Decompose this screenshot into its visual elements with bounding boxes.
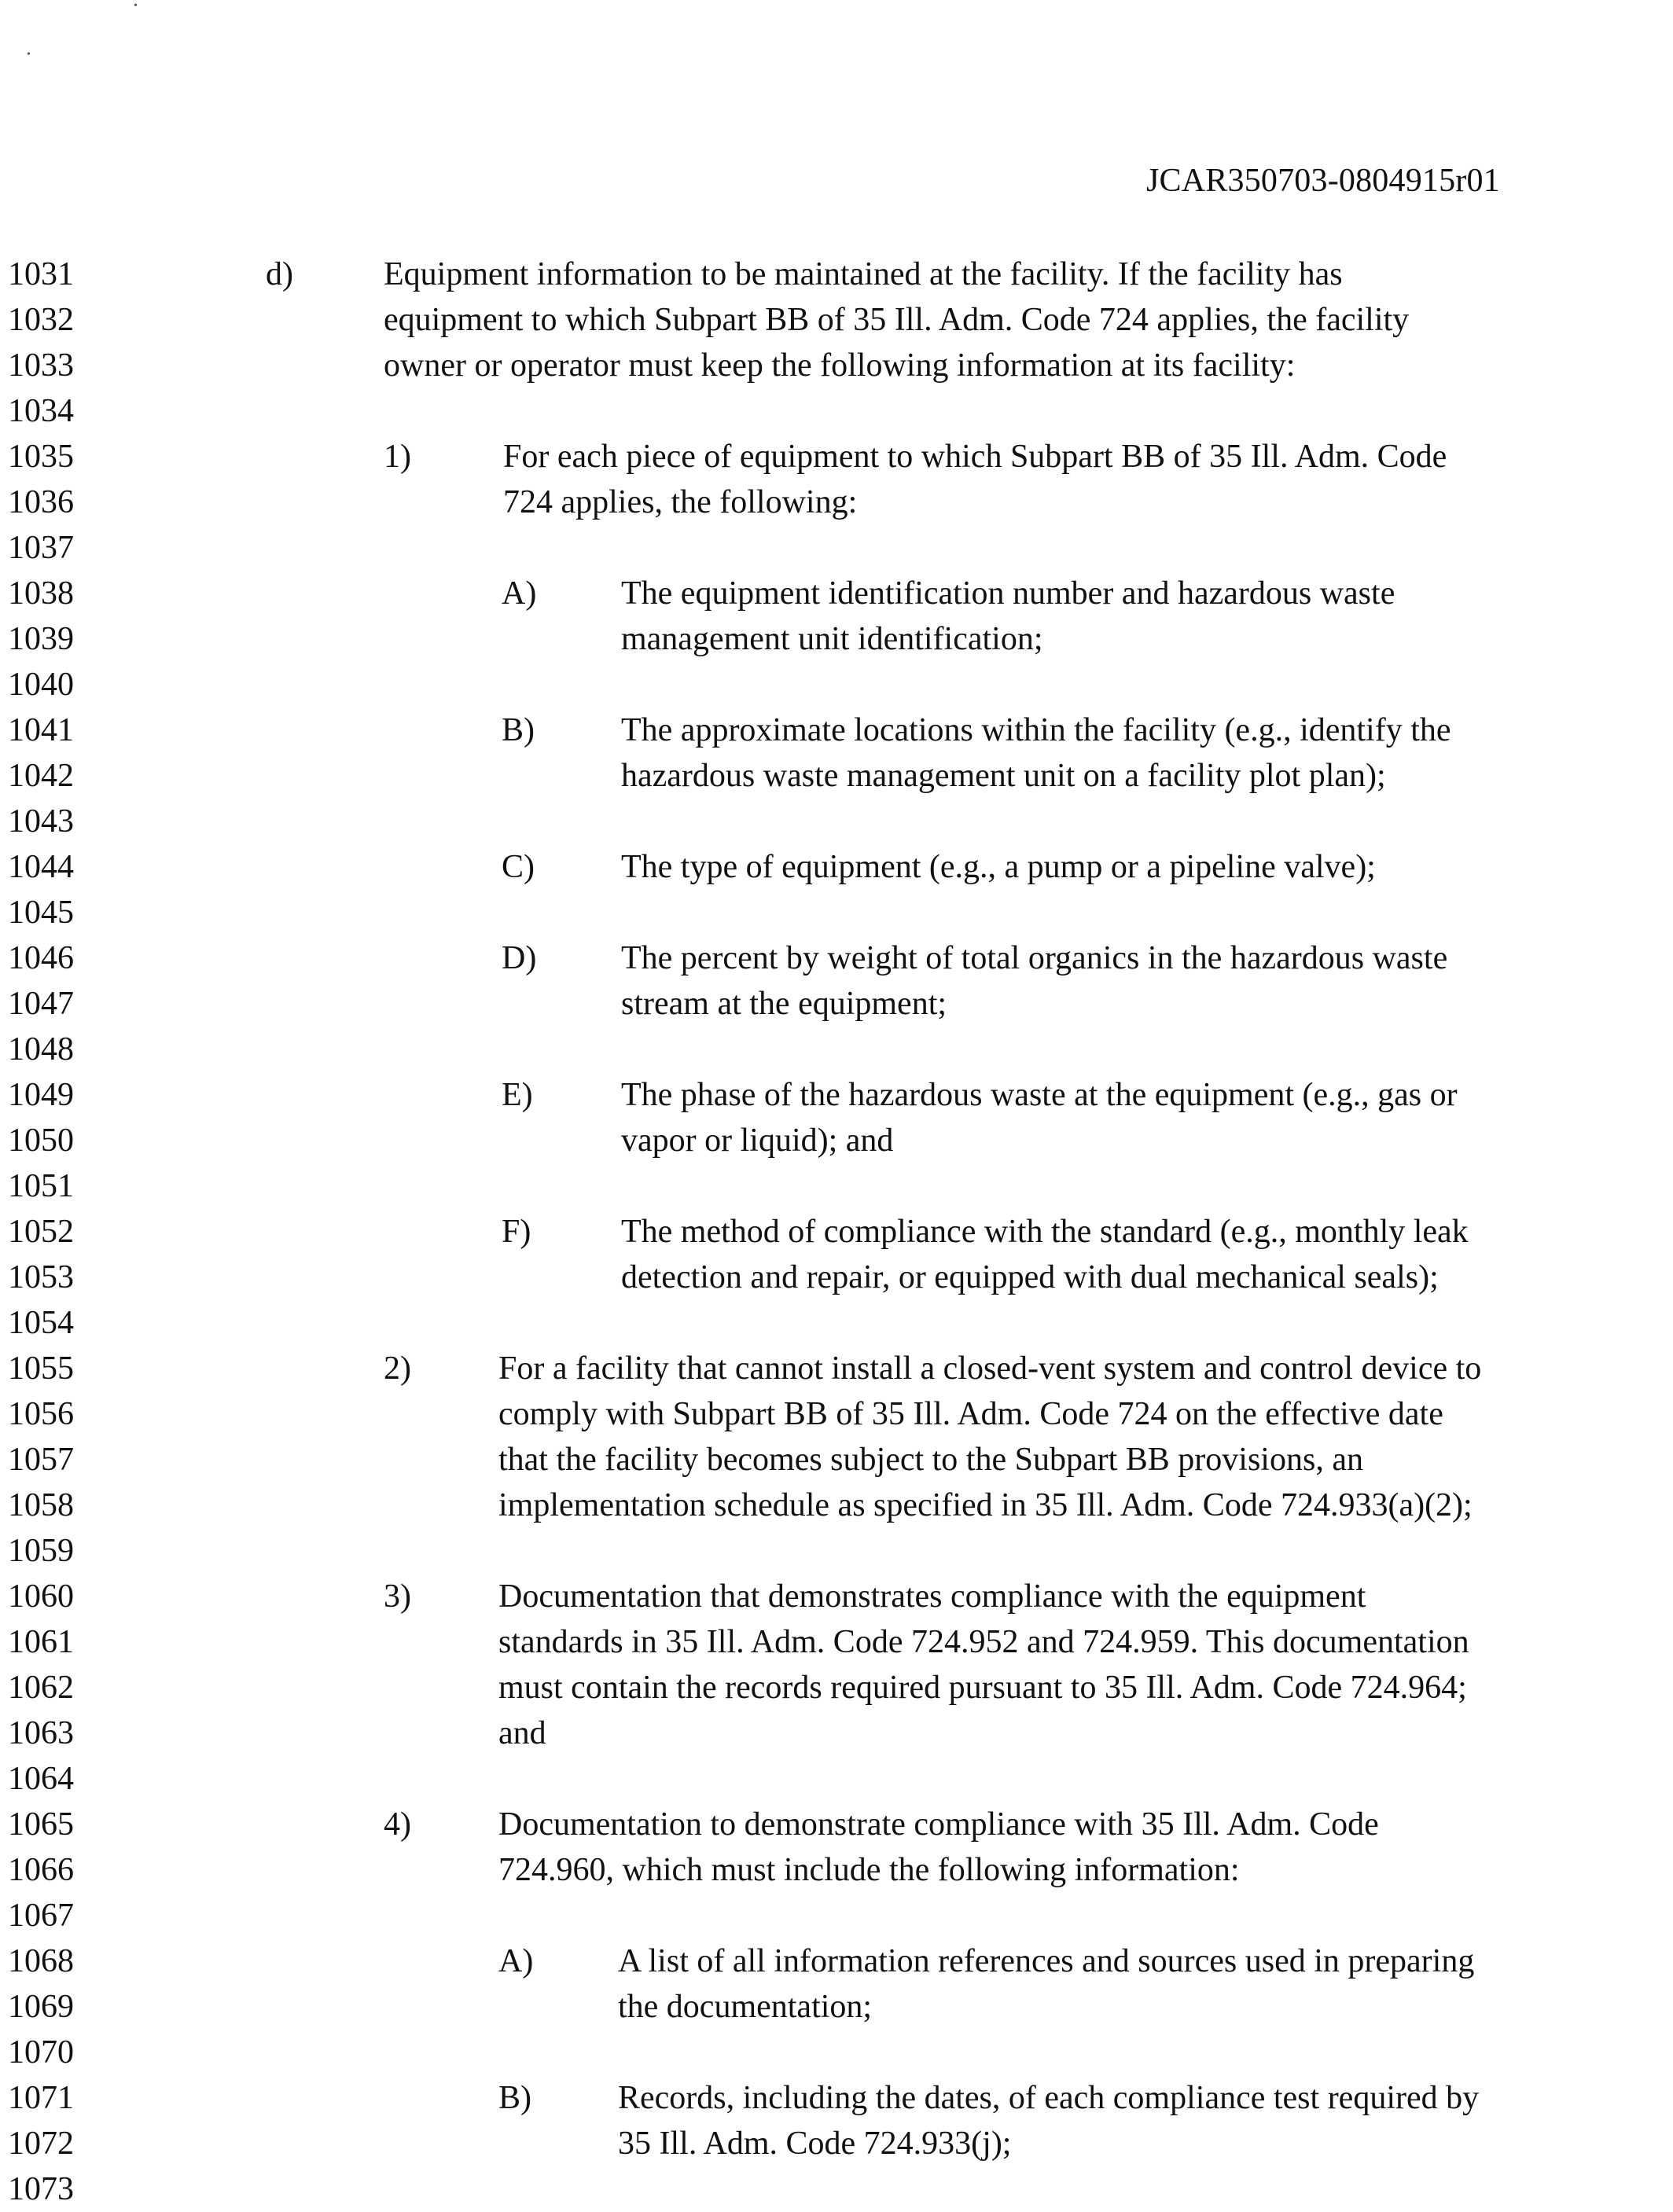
text-line: The phase of the hazardous waste at the equipment (e.g., gas or (621, 1077, 1458, 1113)
text-line: management unit identification; (621, 621, 1043, 657)
subitem-text (621, 571, 1395, 662)
line-number: 1064 (8, 1761, 74, 1797)
line-number: 1036 (8, 484, 74, 520)
line-number: 1063 (8, 1715, 74, 1751)
scan-mark: • (27, 49, 31, 61)
line-number: 1050 (8, 1123, 74, 1159)
line-number: 1047 (8, 986, 74, 1022)
line-number: 1056 (8, 1396, 74, 1432)
line-number: 1034 (8, 393, 74, 429)
subitem-text (621, 844, 1376, 890)
line-number: 1061 (8, 1624, 74, 1660)
subitem-text (618, 2075, 1479, 2166)
subitem-label: A) (498, 1943, 534, 1979)
line-number: 1052 (8, 1214, 74, 1250)
text-line: that the facility becomes subject to the Subpart BB provisions, an (498, 1442, 1363, 1478)
text-line: standards in 35 Ill. Adm. Code 724.952 and 724.959. This documentation (498, 1624, 1469, 1660)
line-number: 1041 (8, 712, 74, 748)
item-text (498, 1802, 1379, 1893)
text-line: equipment to which Subpart BB of 35 Ill. Adm. Code 724 applies, the facility (384, 302, 1410, 338)
item-label: 1) (384, 439, 411, 475)
subitem-text (618, 1938, 1474, 2030)
line-number: 1033 (8, 347, 74, 384)
subitem-label: D) (502, 940, 537, 976)
line-number-column (8, 252, 134, 2212)
line-number: 1068 (8, 1943, 74, 1979)
scan-mark: • (134, 0, 138, 12)
subsection-text (384, 252, 1409, 388)
text-line: must contain the records required pursuant to 35 Ill. Adm. Code 724.964; (498, 1670, 1467, 1706)
subsection-label: d) (266, 256, 293, 292)
subitem-label: B) (502, 712, 535, 748)
text-line: Documentation that demonstrates compliance with the equipment (498, 1578, 1366, 1615)
line-number: 1053 (8, 1259, 74, 1295)
line-number: 1057 (8, 1442, 74, 1478)
text-line: The approximate locations within the facility (e.g., identify the (621, 712, 1451, 748)
line-number: 1067 (8, 1898, 74, 1934)
document-id: JCAR350703-0804915r01 (1146, 163, 1500, 199)
item-label: 2) (384, 1350, 411, 1387)
subitem-text (621, 1072, 1458, 1163)
text-line: The equipment identification number and hazardous waste (621, 575, 1395, 612)
text-line: A list of all information references and sources used in preparing (618, 1943, 1475, 1979)
text-line: For a facility that cannot install a closed-vent system and control device to (498, 1350, 1482, 1387)
text-line: comply with Subpart BB of 35 Ill. Adm. Code 724 on the effective date (498, 1396, 1443, 1432)
text-line: Equipment information to be maintained at the facility. If the facility has (384, 256, 1343, 292)
text-line: For each piece of equipment to which Subpart BB of 35 Ill. Adm. Code (503, 439, 1447, 475)
text-line: Documentation to demonstrate compliance with 35 Ill. Adm. Code (498, 1806, 1379, 1843)
line-number: 1072 (8, 2126, 74, 2162)
text-line: hazardous waste management unit on a facility plot plan); (621, 758, 1386, 794)
line-number: 1035 (8, 439, 74, 475)
line-number: 1040 (8, 667, 74, 703)
text-line: owner or operator must keep the following information at its facility: (384, 347, 1296, 384)
text-line: stream at the equipment; (621, 986, 947, 1022)
subitem-text (621, 707, 1451, 799)
line-number: 1054 (8, 1305, 74, 1341)
line-number: 1073 (8, 2171, 74, 2207)
subitem-label: A) (502, 575, 537, 612)
text-line: implementation schedule as specified in 35 Ill. Adm. Code 724.933(a)(2); (498, 1487, 1473, 1523)
subitem-label: F) (502, 1214, 531, 1250)
text-line: The type of equipment (e.g., a pump or a pipeline valve); (621, 849, 1376, 885)
line-number: 1039 (8, 621, 74, 657)
line-number: 1049 (8, 1077, 74, 1113)
line-number: 1043 (8, 803, 74, 840)
subitem-label: B) (498, 2080, 531, 2116)
line-number: 1069 (8, 1989, 74, 2025)
text-line: and (498, 1715, 546, 1751)
line-number: 1042 (8, 758, 74, 794)
line-number: 1062 (8, 1670, 74, 1706)
line-number: 1071 (8, 2080, 74, 2116)
item-text (498, 1574, 1469, 1756)
line-number: 1065 (8, 1806, 74, 1843)
line-number: 1045 (8, 895, 74, 931)
line-number: 1031 (8, 256, 74, 292)
text-line: 724.960, which must include the following information: (498, 1852, 1240, 1888)
item-label: 3) (384, 1578, 411, 1615)
line-number: 1051 (8, 1168, 74, 1204)
text-line: The method of compliance with the standard (e.g., monthly leak (621, 1214, 1469, 1250)
text-line: Records, including the dates, of each compliance test required by (618, 2080, 1480, 2116)
text-line: The percent by weight of total organics in the hazardous waste (621, 940, 1448, 976)
line-number: 1032 (8, 302, 74, 338)
text-line: vapor or liquid); and (621, 1123, 894, 1159)
line-number: 1038 (8, 575, 74, 612)
item-label: 4) (384, 1806, 411, 1843)
subitem-label: E) (502, 1077, 533, 1113)
line-number: 1066 (8, 1852, 74, 1888)
line-number: 1059 (8, 1533, 74, 1569)
subitem-text (621, 1209, 1469, 1300)
subitem-text (621, 935, 1447, 1027)
text-line: 35 Ill. Adm. Code 724.933(j); (618, 2126, 1012, 2162)
line-number: 1060 (8, 1578, 74, 1615)
line-number: 1046 (8, 940, 74, 976)
line-number: 1055 (8, 1350, 74, 1387)
line-number: 1037 (8, 530, 74, 566)
line-number: 1070 (8, 2034, 74, 2071)
subitem-label: C) (502, 849, 535, 885)
text-line: 724 applies, the following: (503, 484, 858, 520)
line-number: 1044 (8, 849, 74, 885)
text-line: the documentation; (618, 1989, 873, 2025)
text-line: detection and repair, or equipped with dual mechanical seals); (621, 1259, 1439, 1295)
item-text (503, 434, 1447, 525)
line-number: 1058 (8, 1487, 74, 1523)
line-number: 1048 (8, 1031, 74, 1067)
item-text (498, 1346, 1481, 1528)
